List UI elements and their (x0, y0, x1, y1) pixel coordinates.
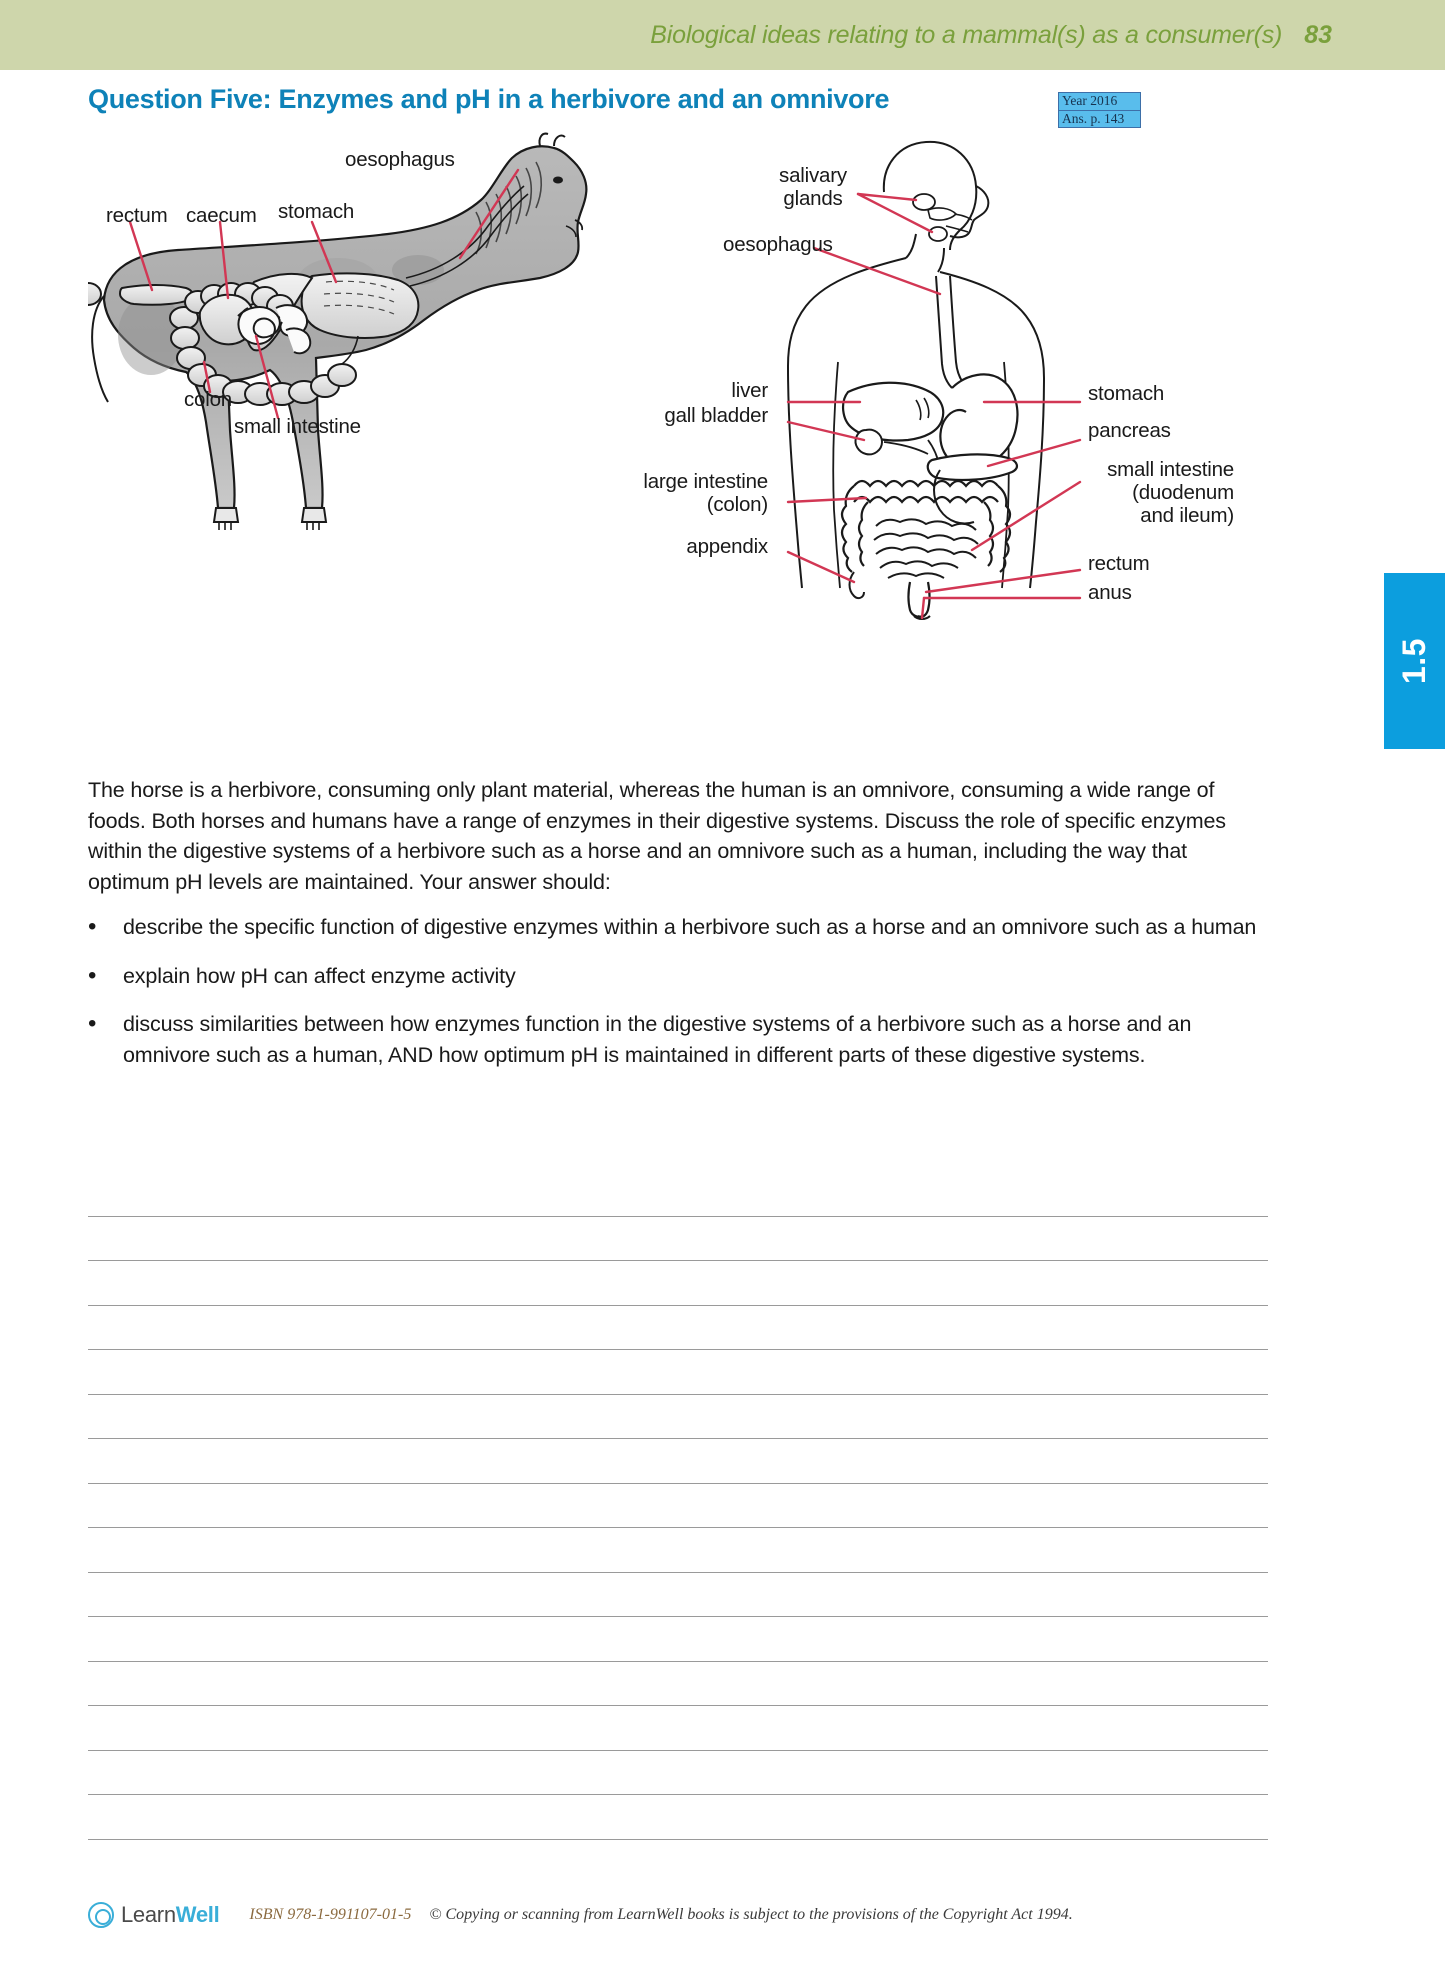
page-header-bar (0, 0, 1445, 70)
year-answer-badge (1058, 92, 1141, 128)
human-label-large-intestine: large intestine (colon) (643, 470, 768, 516)
bullet-marker: • (88, 1010, 97, 1037)
question-title: Question Five: Enzymes and pH in a herbivore and an omnivore (88, 84, 890, 114)
answer-line[interactable] (88, 1617, 1268, 1662)
human-label-oesophagus: oesophagus (723, 233, 833, 256)
horse-label-colon: colon (184, 388, 233, 411)
header-title: Biological ideas relating to a mammal(s) as a consumer(s) (650, 20, 1283, 49)
answer-writing-area[interactable] (88, 1172, 1268, 1840)
answer-line[interactable] (88, 1172, 1268, 1217)
section-side-tab-label: 1.5 (1396, 638, 1432, 684)
horse-label-oesophagus: oesophagus (345, 148, 455, 171)
horse-label-rectum: rectum (106, 204, 168, 227)
human-label-stomach: stomach (1088, 382, 1165, 405)
question-prompt-paragraph: The horse is a herbivore, consuming only plant material, whereas the human is an omnivore, consuming a wide range of foods. Both horses and humans have a range of enzymes in their digestive systems. Discuss the role of specific enzymes within the digestive systems of a herbivore such as a horse and an omnivore such as a human, including the way that optimum pH levels are maintained. Your answer should: (88, 778, 1226, 894)
section-side-tab (1384, 573, 1445, 749)
bullet-marker: • (88, 961, 97, 989)
human-label-small-intestine: small intestine (duodenum and ileum) (1107, 458, 1234, 527)
bullet-marker: • (88, 913, 97, 940)
human-label-pancreas: pancreas (1088, 419, 1171, 442)
answer-line[interactable] (88, 1350, 1268, 1395)
answer-line[interactable] (88, 1751, 1268, 1796)
answer-line[interactable] (88, 1439, 1268, 1484)
logo-text-learn: Learn (121, 1902, 176, 1927)
bullet-text-2: explain how pH can affect enzyme activity (123, 963, 516, 988)
answer-line[interactable] (88, 1484, 1268, 1529)
horse-digestive-diagram (88, 130, 648, 550)
answer-line[interactable] (88, 1217, 1268, 1262)
answer-line[interactable] (88, 1528, 1268, 1573)
bullet-item-2 (88, 961, 1273, 992)
bullet-text-3: discuss similarities between how enzymes function in the digestive systems of a herbivore such as a horse and an omnivore such as a human, AND how optimum pH is maintained in different parts of these digestive systems. (123, 1012, 1192, 1067)
answer-line[interactable] (88, 1662, 1268, 1707)
badge-answer-page-label: Ans. p. 143 (1059, 110, 1140, 128)
horse-label-caecum: caecum (186, 204, 257, 227)
bullet-item-1 (88, 912, 1273, 943)
learnwell-logo (88, 1902, 219, 1928)
page-footer (88, 1902, 1268, 1928)
footer-isbn: ISBN 978-1-991107-01-5 (249, 1906, 412, 1923)
answer-line[interactable] (88, 1795, 1268, 1840)
footer-copyright-notice: © Copying or scanning from LearnWell books is subject to the provisions of the Copyright Act 1994. (429, 1906, 1073, 1923)
answer-line[interactable] (88, 1573, 1268, 1618)
badge-year-label: Year 2016 (1062, 93, 1118, 108)
answer-line[interactable] (88, 1306, 1268, 1351)
question-bullet-list (88, 912, 1273, 1088)
answer-line[interactable] (88, 1706, 1268, 1751)
learnwell-logo-text (121, 1902, 219, 1928)
human-label-rectum: rectum (1088, 552, 1150, 575)
answer-line[interactable] (88, 1395, 1268, 1440)
bullet-item-3 (88, 1009, 1273, 1070)
human-label-gall-bladder: gall bladder (664, 404, 768, 427)
header-page-number: 83 (1304, 20, 1332, 49)
figures-container (88, 130, 1263, 620)
human-label-appendix: appendix (686, 535, 768, 558)
horse-label-small-intestine: small intestine (234, 415, 361, 438)
bullet-text-1: describe the specific function of digestive enzymes within a herbivore such as a horse and an omnivore such as a human (123, 915, 1257, 939)
human-label-anus: anus (1088, 581, 1132, 604)
human-label-salivary-glands: salivary glands (779, 164, 847, 210)
logo-text-well: Well (175, 1902, 220, 1927)
answer-line[interactable] (88, 1261, 1268, 1306)
human-label-liver: liver (731, 379, 768, 402)
spiral-logo-icon (88, 1902, 114, 1928)
horse-label-stomach: stomach (278, 200, 355, 223)
